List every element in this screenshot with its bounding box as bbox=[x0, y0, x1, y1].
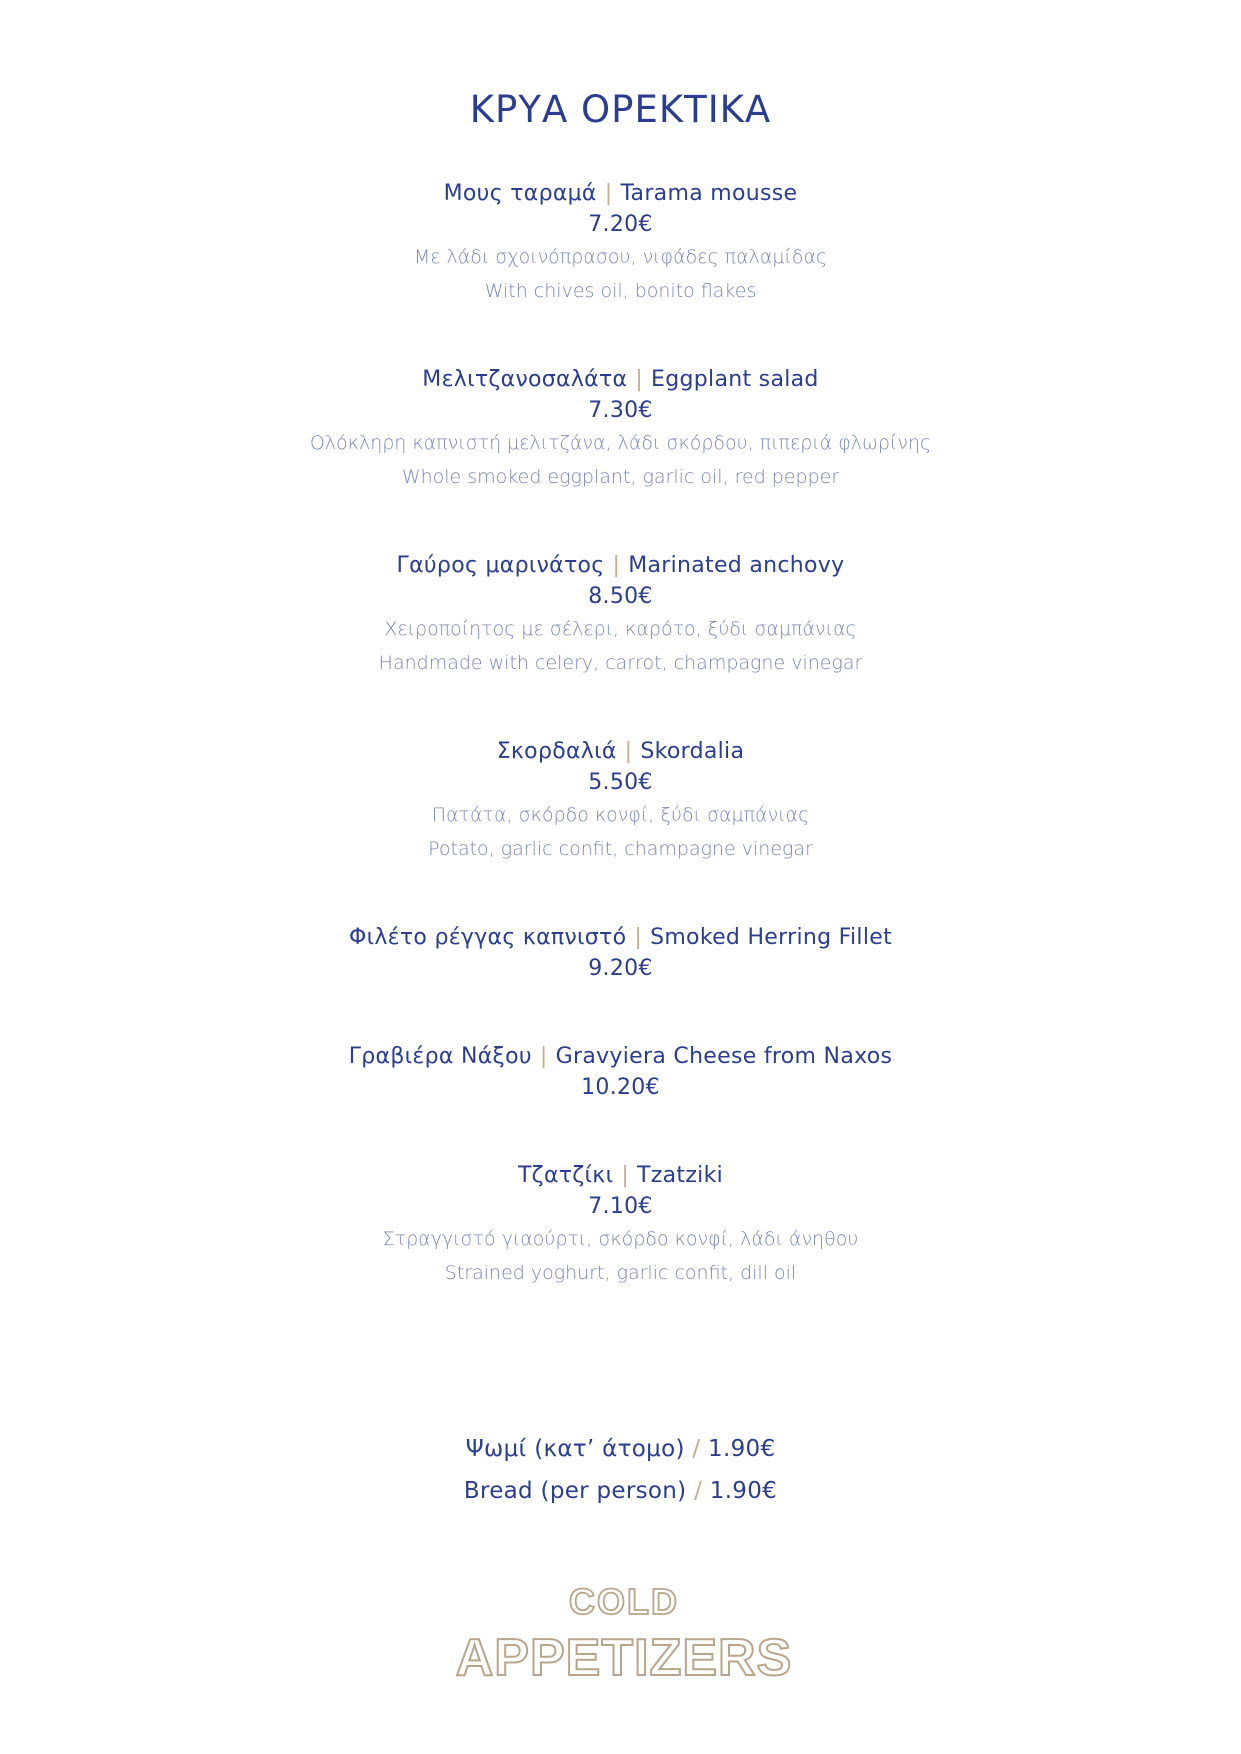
menu-item bbox=[0, 736, 1241, 866]
item-name-english: Tarama mousse bbox=[620, 181, 798, 206]
item-name-english: Tzatziki bbox=[637, 1163, 724, 1188]
item-description-greek: Πατάτα, σκόρδο κονφί, ξύδι σαμπάνιας bbox=[431, 804, 810, 826]
item-name bbox=[0, 1160, 1241, 1192]
separator: | bbox=[634, 925, 643, 950]
separator: | bbox=[604, 181, 613, 206]
item-name-greek: Γαύρος μαρινάτος bbox=[396, 553, 605, 578]
menu-item bbox=[0, 1160, 1241, 1290]
item-price: 7.20€ bbox=[588, 212, 653, 237]
item-name-greek: Μελιτζανοσαλάτα bbox=[422, 367, 628, 392]
item-price: 9.20€ bbox=[588, 956, 653, 981]
item-price: 7.30€ bbox=[588, 398, 653, 423]
separator: | bbox=[539, 1044, 548, 1069]
item-description-greek: Με λάδι σχοινόπρασου, νιφάδες παλαμίδας bbox=[413, 246, 828, 268]
separator: | bbox=[612, 553, 621, 578]
logo-graphic bbox=[455, 1570, 792, 1690]
item-name-english: Gravyiera Cheese from Naxos bbox=[555, 1044, 893, 1069]
item-description-greek: Στραγγιστό γιαούρτι, σκόρδο κονφί, λάδι άνηθου bbox=[382, 1228, 859, 1250]
cold-appetizers-logo bbox=[0, 1570, 1241, 1690]
separator: | bbox=[624, 739, 633, 764]
page-title: ΚΡΥΑ ΟΡΕΚΤΙΚΑ bbox=[469, 88, 772, 131]
separator: | bbox=[621, 1163, 630, 1188]
bread-price-english: 1.90€ bbox=[709, 1478, 778, 1504]
item-description-english: With chives oil, bonito flakes bbox=[484, 280, 757, 302]
item-name-greek: Μους ταραμά bbox=[443, 181, 597, 206]
item-name bbox=[0, 1041, 1241, 1073]
bread-line-english bbox=[0, 1470, 1241, 1512]
bread-label-greek: Ψωμί (κατ’ άτομο) bbox=[465, 1436, 685, 1462]
item-price: 7.10€ bbox=[588, 1194, 653, 1219]
item-description-greek: Χειροποίητος με σέλερι, καρότο, ξύδι σαμπάνιας bbox=[384, 618, 857, 640]
item-description-english: Potato, garlic confit, champagne vinegar bbox=[428, 838, 813, 860]
item-name-greek: Γραβιέρα Νάξου bbox=[348, 1044, 532, 1069]
item-name-english: Smoked Herring Fillet bbox=[650, 925, 893, 950]
item-description-english: Strained yoghurt, garlic confit, dill oil bbox=[444, 1262, 797, 1284]
item-name bbox=[0, 922, 1241, 954]
menu-item bbox=[0, 550, 1241, 680]
item-description-english: Whole smoked eggplant, garlic oil, red pepper bbox=[401, 466, 840, 488]
logo-line-2: APPETIZERS bbox=[455, 1629, 792, 1687]
menu-item bbox=[0, 178, 1241, 308]
item-name-english: Eggplant salad bbox=[651, 367, 819, 392]
logo-line-1: COLD bbox=[568, 1581, 679, 1622]
separator: / bbox=[694, 1478, 703, 1504]
item-name bbox=[0, 550, 1241, 582]
menu-item bbox=[0, 1041, 1241, 1103]
item-name bbox=[0, 364, 1241, 396]
item-price: 8.50€ bbox=[588, 584, 653, 609]
item-price: 10.20€ bbox=[581, 1075, 660, 1100]
item-price: 5.50€ bbox=[588, 770, 653, 795]
bread-line-greek bbox=[0, 1428, 1241, 1470]
item-name bbox=[0, 736, 1241, 768]
menu-item bbox=[0, 364, 1241, 494]
bread-price-greek: 1.90€ bbox=[708, 1436, 776, 1462]
item-name-english: Skordalia bbox=[640, 739, 745, 764]
bread-label-english: Bread (per person) bbox=[463, 1478, 687, 1504]
item-name-english: Marinated anchovy bbox=[628, 553, 845, 578]
menu-item bbox=[0, 922, 1241, 984]
separator: / bbox=[692, 1436, 701, 1462]
item-name-greek: Σκορδαλιά bbox=[496, 739, 617, 764]
item-name-greek: Τζατζίκι bbox=[517, 1163, 614, 1188]
separator: | bbox=[635, 367, 644, 392]
item-description-english: Handmade with celery, carrot, champagne vinegar bbox=[378, 652, 863, 674]
item-name bbox=[0, 178, 1241, 210]
item-name-greek: Φιλέτο ρέγγας καπνιστό bbox=[348, 925, 627, 950]
item-description-greek: Ολόκληρη καπνιστή μελιτζάνα, λάδι σκόρδου, πιπεριά φλωρίνης bbox=[309, 432, 932, 454]
